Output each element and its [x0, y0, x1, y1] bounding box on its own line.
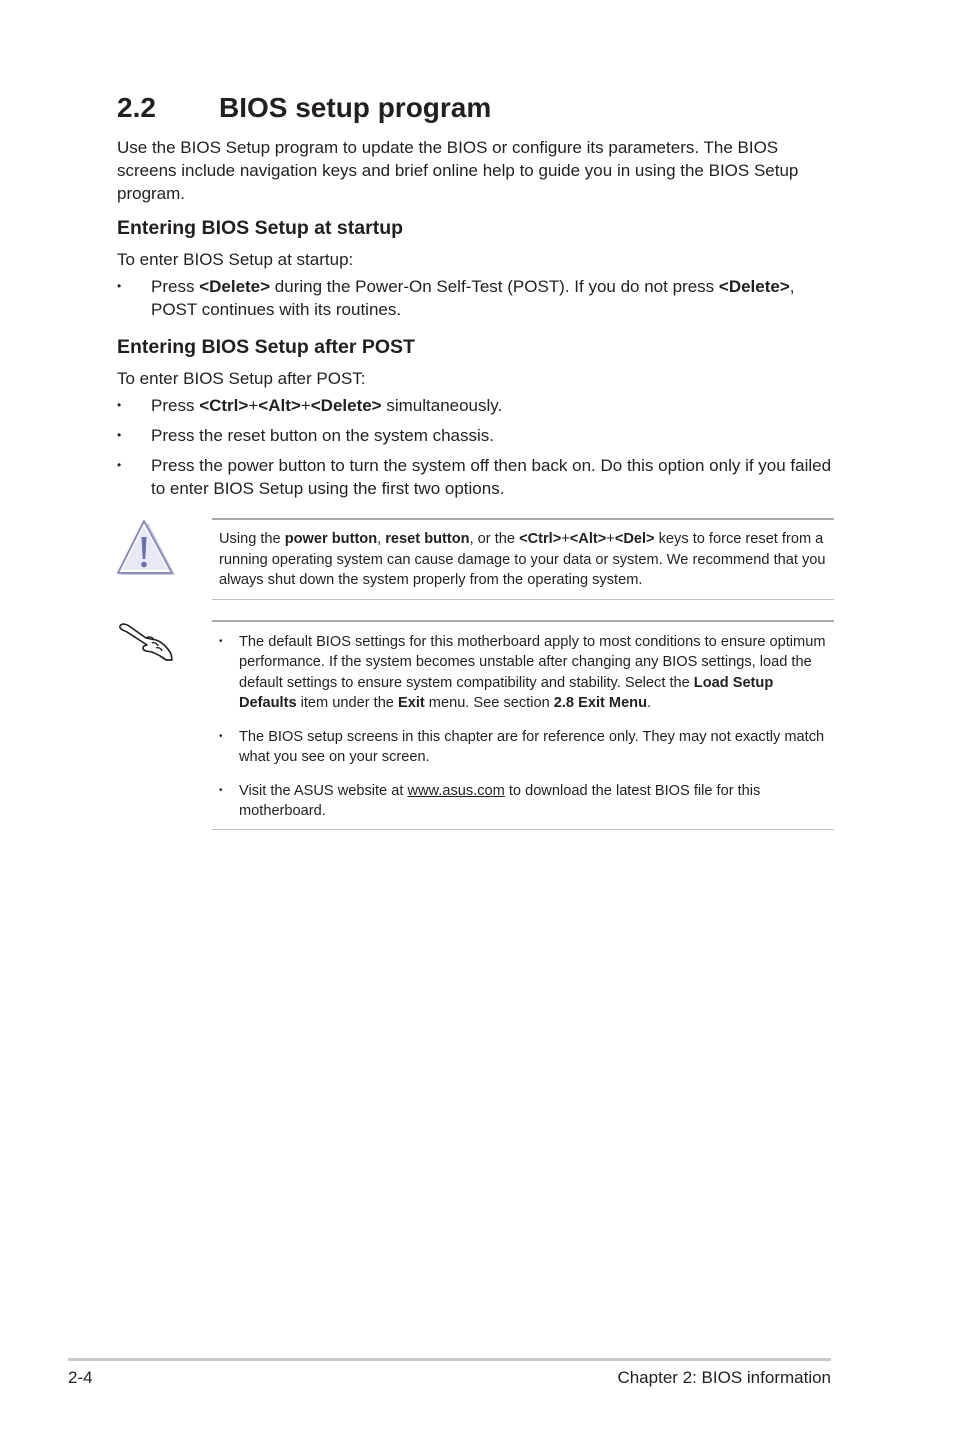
- bullet-dot: •: [117, 398, 122, 412]
- lead-after-post: To enter BIOS Setup after POST:: [117, 369, 366, 388]
- section-title: BIOS setup program: [219, 92, 492, 123]
- bullet-dot: •: [219, 636, 223, 647]
- bullet-dot: •: [219, 731, 223, 742]
- text: Press the reset button on the system chassis.: [151, 426, 494, 445]
- note-item-2: [219, 727, 831, 768]
- text: simultaneously.: [381, 396, 503, 415]
- caution-text: [219, 529, 829, 591]
- bullet-dot: •: [117, 458, 122, 472]
- note-bottom-rule: [212, 829, 834, 830]
- text: , or the: [469, 531, 520, 547]
- asus-website-link[interactable]: www.asus.com: [407, 783, 505, 799]
- key-ctrl: <Ctrl>: [199, 396, 249, 415]
- key-alt: <Alt>: [258, 396, 301, 415]
- note-top-rule: [212, 620, 834, 622]
- bullet-post-1: [117, 394, 837, 417]
- key-del: <Del>: [614, 531, 655, 547]
- intro-paragraph: Use the BIOS Setup program to update the BIOS or configure its parameters. The BIOS screens include navigation keys and brief online help to guide you in using the BIOS Setup program.: [117, 138, 799, 203]
- text: Press the power button to turn the system off then back on. Do this option only if you failed to enter BIOS Setup using the first two options.: [151, 456, 832, 498]
- text: Using the: [219, 531, 285, 547]
- heading-startup: Entering BIOS Setup at startup: [117, 217, 404, 239]
- caution-top-rule: [212, 518, 834, 520]
- text: keys to force reset from a running operating system can cause damage to your data or system. We recommend that you always shut down the system properly from the operating system.: [219, 531, 826, 588]
- text: The BIOS setup screens in this chapter are for reference only. They may not exactly match what you see on your screen.: [239, 729, 825, 766]
- section-number: 2.2: [117, 92, 156, 123]
- note-item-3: [219, 781, 831, 822]
- key-delete: <Delete>: [310, 396, 382, 415]
- bold-exit: Exit: [397, 694, 425, 711]
- bullet-dot: •: [219, 785, 223, 796]
- key-delete: <Delete>: [718, 277, 790, 296]
- chapter-label: Chapter 2: BIOS information: [617, 1368, 831, 1387]
- bold-reset-button: reset button: [385, 531, 470, 547]
- plus: +: [561, 531, 570, 547]
- caution-bottom-rule: [212, 599, 834, 600]
- note-item-1: [219, 632, 831, 713]
- page-title: [117, 90, 491, 126]
- plus: +: [606, 531, 615, 547]
- text: , POST continues with its routines.: [151, 277, 795, 319]
- plus: +: [300, 396, 311, 415]
- bold-exit-menu-ref: 2.8 Exit Menu: [553, 694, 648, 711]
- lead-startup: To enter BIOS Setup at startup:: [117, 250, 354, 269]
- key-ctrl: <Ctrl>: [519, 531, 562, 547]
- text: Press: [151, 396, 200, 415]
- bold-load-setup-defaults: Load Setup Defaults: [239, 674, 774, 711]
- text: The default BIOS settings for this motherboard apply to most conditions to ensure optimum performance. If the system becomes unstable after changing any BIOS settings, load the default settings to ensure system compatibility and stability. Select the: [239, 634, 826, 691]
- key-delete: <Delete>: [199, 277, 271, 296]
- caution-icon: [116, 519, 176, 577]
- text: .: [647, 694, 652, 711]
- bold-power-button: power button: [284, 531, 378, 547]
- bullet-dot: •: [117, 428, 122, 442]
- text: ,: [377, 531, 386, 547]
- text: Press: [151, 277, 200, 296]
- text: item under the: [296, 694, 398, 711]
- text: menu. See section: [424, 694, 554, 711]
- key-alt: <Alt>: [569, 531, 607, 547]
- text: during the Power-On Self-Test (POST). If you do not press: [270, 277, 719, 296]
- footer-rule: [68, 1358, 831, 1361]
- text: Visit the ASUS website at: [239, 783, 408, 799]
- bullet-post-3: [117, 454, 837, 500]
- hand-pointer-icon: [116, 618, 176, 664]
- bullet-post-2: [117, 424, 837, 447]
- plus: +: [248, 396, 259, 415]
- text: to download the latest BIOS file for this motherboard.: [239, 783, 761, 820]
- bullet-startup: [117, 275, 837, 321]
- page-number: 2-4: [68, 1368, 93, 1387]
- heading-after-post: Entering BIOS Setup after POST: [117, 336, 415, 358]
- bullet-dot: •: [117, 279, 122, 293]
